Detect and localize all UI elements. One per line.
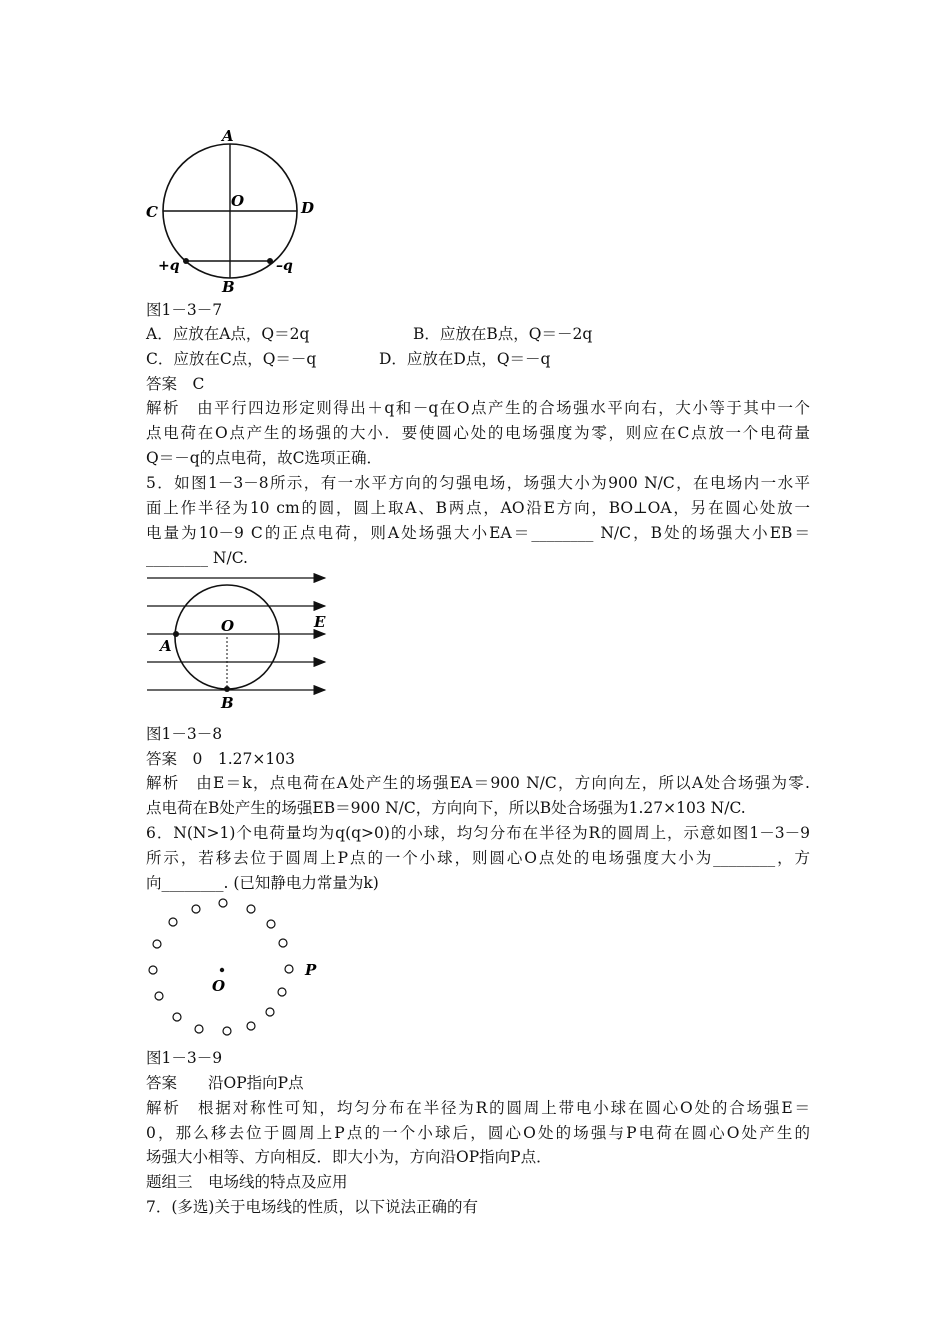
analysis-4-line-1: 解析 由平行四边形定则得出＋q和－q在O点产生的合场强水平向右，大小等于其中一个 — [146, 399, 810, 417]
option-d: D．应放在D点，Q＝－q — [379, 350, 551, 368]
label-p: P — [305, 961, 317, 979]
label-e: E — [314, 613, 326, 631]
figure-1-3-7 — [140, 124, 330, 296]
label-b: B — [221, 694, 234, 712]
point-a — [173, 631, 179, 637]
label-minus-q: –q — [276, 258, 293, 274]
charge-8 — [149, 966, 157, 974]
answer-6: 答案 沿OP指向P点 — [146, 1074, 304, 1092]
label-plus-q: +q — [158, 258, 180, 274]
charge-14 — [195, 1025, 203, 1033]
charge-16 — [247, 1022, 255, 1030]
option-a: A．应放在A点，Q＝2q — [146, 325, 310, 343]
figure-caption-137: 图1－3－7 — [146, 301, 223, 319]
label-a: A — [222, 127, 234, 145]
question-6-line-2: 所示，若移去位于圆周上P点的一个小球，则圆心O点处的电场强度大小为________，方 — [146, 849, 810, 867]
answer-5: 答案 0 1.27×103 — [146, 750, 295, 768]
analysis-5-line-1: 解析 由E＝k，点电荷在A处产生的场强EA＝900 N/C，方向向左，所以A处合场强为零. — [146, 774, 810, 792]
label-b: B — [222, 278, 235, 296]
charge-13 — [266, 1008, 274, 1016]
analysis-6-line-3: 场强大小相等、方向相反．即大小为，方向沿OP指向P点． — [146, 1148, 552, 1166]
charge-12 — [173, 1013, 181, 1021]
question-5-line-3: 电量为10－9 C的正点电荷，则A处场强大小EA＝________ N/C，B处的场强大小EB＝ — [146, 524, 810, 542]
question-6-line-1: 6．N(N>1)个电荷量均为q(q>0)的小球，均匀分布在半径为R的圆周上，示意如图1－3－9 — [146, 824, 810, 842]
question-5-line-1: 5．如图1－3－8所示，有一水平方向的匀强电场，场强大小为900 N/C，在电场内一水平 — [146, 474, 810, 492]
charge-9 — [285, 965, 293, 973]
point-b — [224, 686, 230, 692]
charge-4 — [169, 918, 177, 926]
charge-plus-dot — [183, 258, 189, 264]
label-o: O — [221, 617, 235, 635]
center-o-dot — [220, 968, 224, 972]
label-d: D — [301, 199, 315, 217]
ring-of-charges — [149, 899, 293, 1035]
charge-10 — [155, 992, 163, 1000]
label-c: C — [146, 203, 158, 221]
charge-2 — [192, 905, 200, 913]
charge-minus-dot — [267, 258, 273, 264]
label-o: O — [231, 192, 245, 210]
charge-6 — [153, 940, 161, 948]
option-b: B．应放在B点，Q＝－2q — [413, 325, 593, 343]
section-heading-3: 题组三 电场线的特点及应用 — [146, 1173, 348, 1191]
analysis-4-line-3: Q＝－q的点电荷，故C选项正确． — [146, 449, 382, 467]
charge-3 — [247, 905, 255, 913]
analysis-4-line-2: 点电荷在O点产生的场强的大小．要使圆心处的电场强度为零，则应在C点放一个电荷量 — [146, 424, 810, 442]
label-o: O — [212, 977, 226, 995]
figure-caption-138: 图1－3－8 — [146, 725, 223, 743]
figure-1-3-9 — [140, 895, 330, 1040]
charge-11 — [278, 988, 286, 996]
charge-7 — [279, 939, 287, 947]
charge-5 — [267, 920, 275, 928]
question-6-line-3: 向________. (已知静电力常量为k) — [146, 874, 379, 892]
figure-1-3-8 — [140, 570, 340, 715]
figure-caption-139: 图1－3－9 — [146, 1049, 223, 1067]
charge-15 — [223, 1027, 231, 1035]
analysis-6-line-1: 解析 根据对称性可知，均匀分布在半径为R的圆周上带电小球在圆心O处的合场强E＝ — [146, 1099, 810, 1117]
analysis-6-line-2: 0，那么移去位于圆周上P点的一个小球后，圆心O处的场强与P电荷在圆心O处产生的 — [146, 1124, 810, 1142]
question-7-stem: 7．(多选)关于电场线的性质，以下说法正确的有 — [146, 1198, 478, 1216]
option-c: C．应放在C点，Q＝－q — [146, 350, 317, 368]
label-a: A — [160, 637, 172, 655]
analysis-5-line-2: 点电荷在B处产生的场强EB＝900 N/C，方向向下，所以B处合场强为1.27×103 N/C. — [146, 799, 746, 817]
question-5-line-2: 面上作半径为10 cm的圆，圆上取A、B两点，AO沿E方向，BO⊥OA，另在圆心处放一 — [146, 499, 810, 517]
answer-4: 答案 C — [146, 375, 205, 393]
question-5-line-4: ________ N/C. — [146, 549, 248, 567]
charge-1 — [219, 899, 227, 907]
